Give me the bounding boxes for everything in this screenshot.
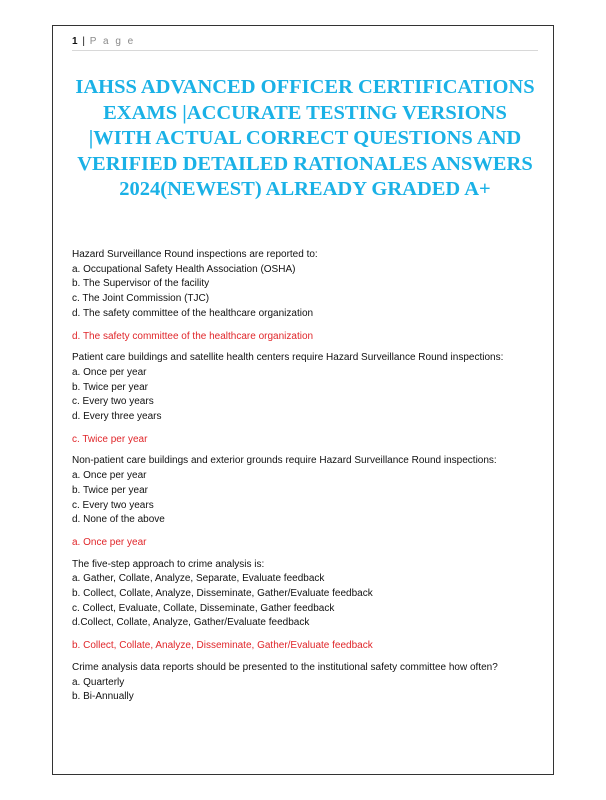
question-list — [72, 248, 542, 705]
answer-text: c. Twice per year — [72, 433, 148, 445]
question-block — [72, 661, 542, 705]
option: a. Quarterly — [72, 676, 125, 688]
option: d.Collect, Collate, Analyze, Gather/Evaluate feedback — [72, 617, 310, 629]
answer-text: a. Once per year — [72, 536, 147, 548]
answer-text: d. The safety committee of the healthcare organization — [72, 330, 314, 342]
option: d. The safety committee of the healthcare organization — [72, 307, 314, 319]
option: c. Every two years — [72, 396, 154, 408]
question-text: Crime analysis data reports should be presented to the institutional safety committee how often? — [72, 661, 498, 673]
option: a. Gather, Collate, Analyze, Separate, Evaluate feedback — [72, 573, 325, 585]
header-separator: | — [82, 36, 85, 47]
page-number: 1 — [72, 36, 78, 47]
question-text: Patient care buildings and satellite health centers require Hazard Surveillance Round inspections: — [72, 352, 504, 364]
option: b. Twice per year — [72, 381, 148, 393]
option: b. Twice per year — [72, 484, 148, 496]
option: b. Collect, Collate, Analyze, Disseminate, Gather/Evaluate feedback — [72, 588, 373, 600]
question-text: Hazard Surveillance Round inspections are reported to: — [72, 249, 318, 260]
option: c. The Joint Commission (TJC) — [72, 293, 210, 305]
option: c. Every two years — [72, 499, 154, 511]
answer-text: b. Collect, Collate, Analyze, Disseminate, Gather/Evaluate feedback — [72, 640, 373, 652]
page-header — [72, 36, 538, 51]
page-label: P a g e — [89, 36, 136, 47]
document-title: IAHSS ADVANCED OFFICER CERTIFICATIONS EXAMS |ACCURATE TESTING VERSIONS |WITH ACTUAL CORRECT QUESTIONS AND VERIFIED DETAILED RATIONALES ANSWERS 2024(NEWEST) ALREADY GRADED A+ — [75, 76, 535, 200]
question-block — [72, 454, 542, 550]
option: a. Occupational Safety Health Association (OSHA) — [72, 263, 296, 275]
option: a. Once per year — [72, 366, 147, 378]
option: a. Once per year — [72, 470, 147, 482]
question-text: The five-step approach to crime analysis is: — [72, 558, 265, 570]
option: d. None of the above — [72, 514, 165, 526]
option: b. Bi-Annually — [72, 691, 134, 703]
option: b. The Supervisor of the facility — [72, 278, 210, 290]
question-block — [72, 351, 542, 447]
question-text: Non-patient care buildings and exterior grounds require Hazard Surveillance Round inspections: — [72, 455, 497, 467]
question-block — [72, 558, 542, 654]
question-block — [72, 248, 542, 344]
option: c. Collect, Evaluate, Collate, Disseminate, Gather feedback — [72, 602, 335, 614]
option: d. Every three years — [72, 411, 162, 423]
